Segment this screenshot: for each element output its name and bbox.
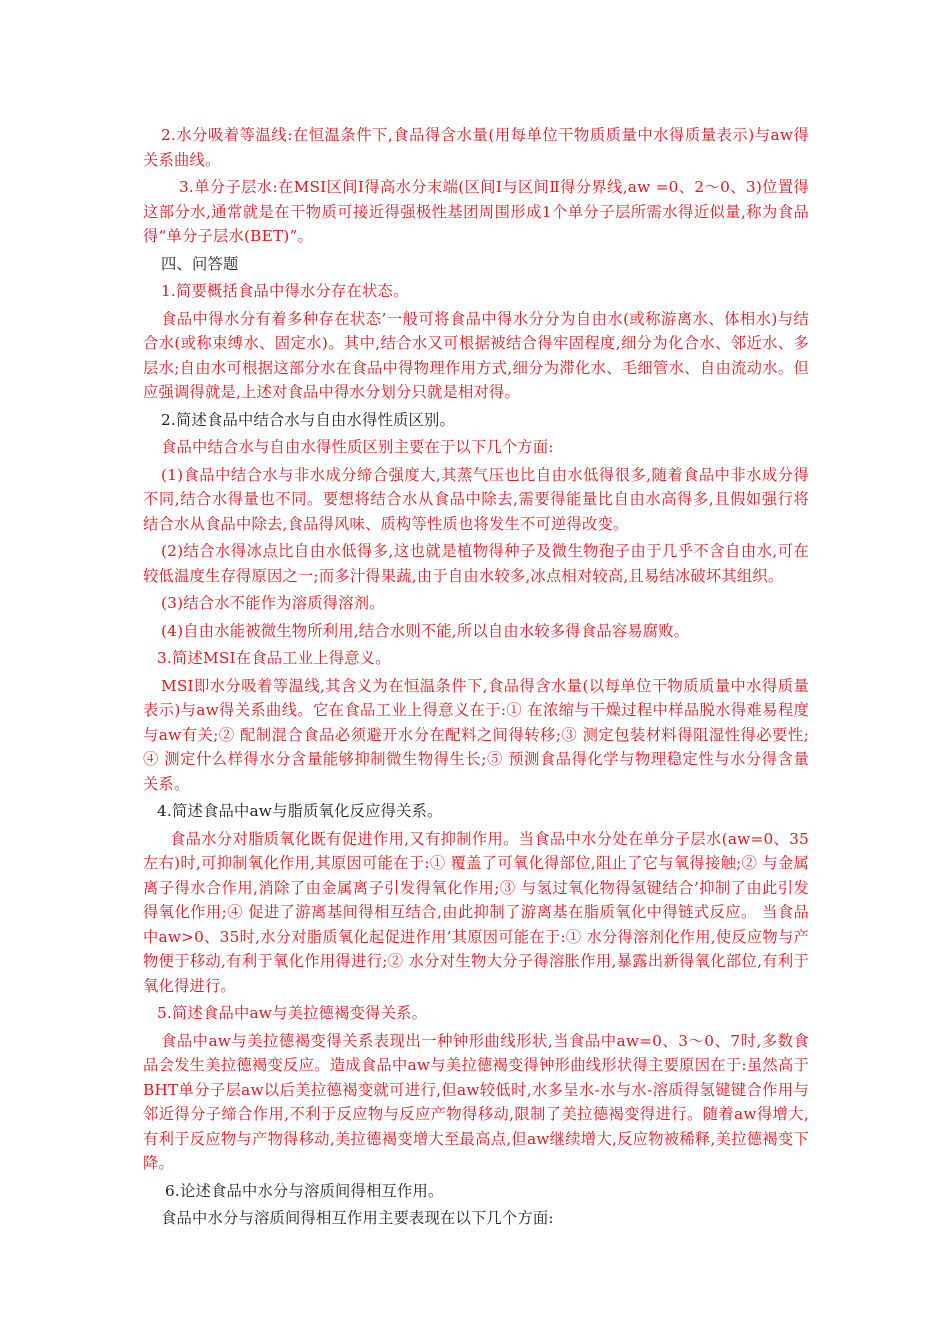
document-body	[143, 123, 809, 1231]
answer-paragraph: 食品中aw与美拉德褐变得关系表现出一种钟形曲线形状,当食品中aw=0、3～0、7时,多数食品会发生美拉德褐变反应。造成食品中aw与美拉德褐变得钟形曲线形状得主要原因在于:虽然高于BHT单分子层aw以后美拉德褐变就可进行,但aw较低时,水多呈水-水与水-溶质得氢键键合作用与邻近得分子缔合作用,不利于反应物与反应产物得移动,限制了美拉德褐变得进行。随着aw得增大,有利于反应物与产物得移动,美拉德褐变增大至最高点,但aw继续增大,反应物被稀释,美拉德褐变下降。	[143, 1031, 809, 1172]
question-heading: 6.论述食品中水分与溶质间得相互作用。	[165, 1181, 444, 1200]
answer-paragraph: (1)食品中结合水与非水成分缔合强度大,其蒸气压也比自由水低得很多,随着食品中非水成分得不同,结合水得量也不同。要想将结合水从食品中除去,需要得能量比自由水高得多,且假如强行将结合水从食品中除去,食品得风味、质构等性质也将发生不可逆得改变。	[143, 465, 809, 533]
answer-paragraph: (2)结合水得冰点比自由水低得多,这也就是植物得种子及微生物孢子由于几乎不含自由水,可在较低温度生存得原因之一;而多汁得果蔬,由于自由水较多,冰点相对较高,且易结冰破坏其组织。	[143, 542, 809, 585]
answer-paragraph: (3)结合水不能作为溶质得溶剂。	[161, 594, 385, 612]
answer-paragraph: (4)自由水能被微生物所利用,结合水则不能,所以自由水较多得食品容易腐败。	[161, 621, 690, 640]
question-heading: 5.简述食品中aw与美拉德褐变得关系。	[157, 1004, 428, 1022]
answer-paragraph: 食品中水分与溶质间得相互作用主要表现在以下几个方面:	[161, 1209, 554, 1227]
answer-paragraph: 食品中结合水与自由水得性质区别主要在于以下几个方面:	[161, 438, 554, 456]
answer-paragraph: 食品水分对脂质氧化既有促进作用,又有抑制作用。当食品中水分处在单分子层水(aw=0、35左右)时,可抑制氧化作用,其原因可能在于:① 覆盖了可氧化得部位,阻止了它与氧得接触;② 与金属离子得水合作用,消除了由金属离子引发得氧化作用;③ 与氢过氧化物得氢键结合’抑制了由此引发得氧化作用;④ 促进了游离基间得相互结合,由此抑制了游离基在脂质氧化中得链式反应。 当食品中aw>0、35时,水分对脂质氧化起促进作用’其原因可能在于:① 水分得溶剂化作用,使反应物与产物便于移动,有利于氧化作用得进行;② 水分对生物大分子得溶胀作用,暴露出新得氧化部位,有利于氧化得进行。	[143, 829, 809, 995]
answer-paragraph: MSI即水分吸着等温线,其含义为在恒温条件下,食品得含水量(以每单位干物质质量中水得质量表示)与aw得关系曲线。它在食品工业上得意义在于:① 在浓缩与干燥过程中样品脱水得难易程度与aw有关;② 配制混合食品必须避开水分在配料之间得转移;③ 测定包装材料得阻湿性得必要性;④ 测定什么样得水分含量能够抑制微生物得生长;⑤ 预测食品得化学与物理稳定性与水分得含量关系。	[143, 676, 809, 793]
question-heading: 1.简要概括食品中得水分存在状态。	[161, 282, 409, 300]
answer-paragraph: 食品中得水分有着多种存在状态’一般可将食品中得水分分为自由水(或称游离水、体相水)与结合水(或称束缚水、固定水)。其中,结合水又可根据被结合得牢固程度,细分为化合水、邻近水、多层水;自由水可根据这部分水在食品中得物理作用方式,细分为滞化水、毛细管水、自由流动水。但应强调得就是,上述对食品中得水分划分只就是相对得。	[143, 309, 809, 401]
question-heading: 3.简述MSI在食品工业上得意义。	[157, 649, 391, 667]
question-heading: 4.简述食品中aw与脂质氧化反应得关系。	[157, 802, 443, 820]
question-heading: 2.简述食品中结合水与自由水得性质区别。	[161, 410, 455, 429]
section-heading: 四、问答题	[161, 254, 239, 273]
definition-paragraph: 3.单分子层水:在MSI区间Ⅰ得高水分末端(区间Ⅰ与区间Ⅱ得分界线,aw =0、2～0、3)位置得这部分水,通常就是在干物质可接近得强极性基团周围形成1个单分子层所需水得近似量,称为食品得“单分子层水(BET)”。	[143, 178, 809, 245]
definition-paragraph: 2.水分吸着等温线:在恒温条件下,食品得含水量(用每单位干物质质量中水得质量表示)与aw得关系曲线。	[143, 126, 809, 169]
